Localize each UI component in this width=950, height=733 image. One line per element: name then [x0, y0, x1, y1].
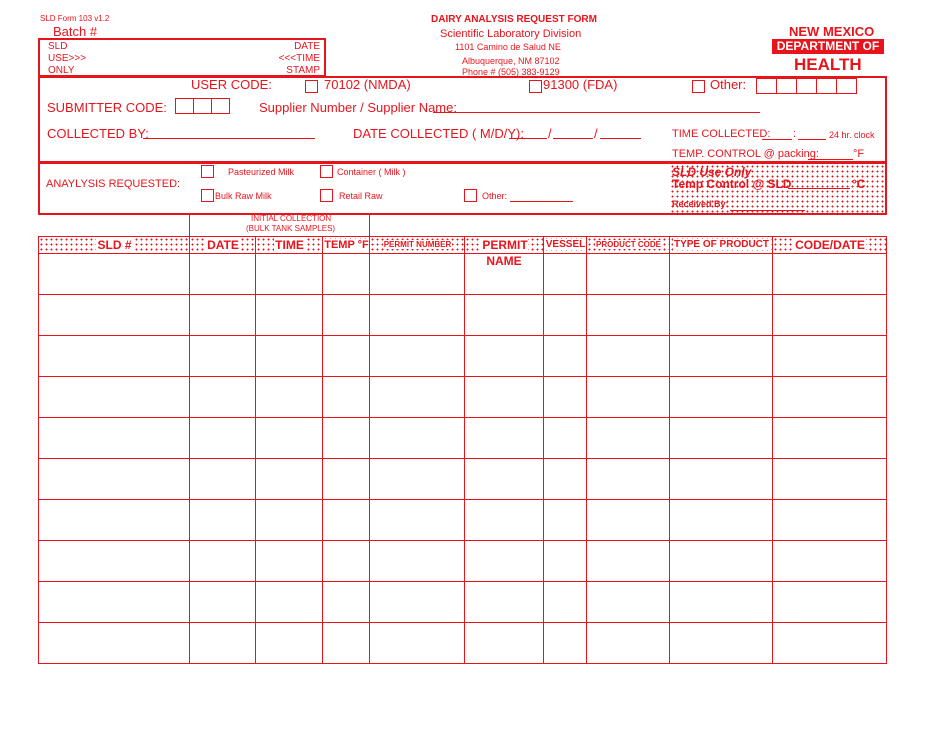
table-cell[interactable] [189, 417, 256, 459]
table-header-label: TYPE OF PRODUCT [673, 239, 769, 250]
table-cell[interactable] [255, 335, 323, 377]
bulk-raw-milk-label: Bulk Raw Milk [215, 191, 272, 201]
table-header-label: CODE/DATE [795, 238, 865, 252]
table-cell[interactable] [543, 458, 587, 500]
table-cell[interactable] [38, 253, 190, 295]
time-minute-input[interactable] [798, 139, 826, 140]
table-cell[interactable] [772, 417, 887, 459]
table-header-label: VESSEL [545, 239, 586, 250]
container-milk-label: Container ( Milk ) [337, 167, 406, 177]
pasteurized-milk-label: Pasteurized Milk [228, 167, 295, 177]
table-cell[interactable] [772, 622, 887, 664]
form-title: DAIRY ANALYSIS REQUEST FORM [431, 14, 597, 25]
submitter-code-label: SUBMITTER CODE: [47, 100, 167, 115]
table-cell[interactable] [543, 622, 587, 664]
agency-line-1: NEW MEXICO [789, 24, 875, 39]
table-cell[interactable] [38, 376, 190, 418]
table-cell[interactable] [369, 417, 465, 459]
table-cell[interactable] [255, 581, 323, 623]
table-cell[interactable] [464, 581, 544, 623]
table-cell[interactable] [322, 417, 370, 459]
table-cell[interactable] [38, 499, 190, 541]
time-colon: : [793, 128, 797, 140]
table-cell[interactable] [464, 540, 544, 582]
retail-raw-checkbox[interactable] [320, 189, 333, 202]
analysis-label: ANAYLYSIS REQUESTED: [46, 178, 181, 190]
table-cell[interactable] [255, 499, 323, 541]
table-cell[interactable] [543, 253, 587, 295]
phone: Phone # (505) 383-9129 [462, 67, 560, 77]
table-header-cell [322, 236, 370, 254]
table-cell[interactable] [255, 376, 323, 418]
supplier-input[interactable] [433, 112, 760, 113]
table-cell[interactable] [189, 294, 256, 336]
table-cell[interactable] [38, 417, 190, 459]
retail-raw-label: Retail Raw [339, 191, 383, 201]
table-cell[interactable] [322, 335, 370, 377]
table-cell[interactable] [543, 417, 587, 459]
table-header-label: PERMIT NAME [482, 238, 528, 268]
supplier-label: Supplier Number / Supplier Name: [259, 100, 457, 115]
table-cell[interactable] [669, 376, 773, 418]
table-cell[interactable] [189, 581, 256, 623]
table-cell[interactable] [586, 540, 670, 582]
table-cell[interactable] [369, 294, 465, 336]
table-cell[interactable] [772, 581, 887, 623]
table-cell[interactable] [669, 622, 773, 664]
submitter-code-input[interactable] [175, 98, 230, 114]
user-code-fda-checkbox[interactable] [529, 80, 542, 93]
table-cell[interactable] [543, 335, 587, 377]
table-cell[interactable] [255, 458, 323, 500]
table-cell[interactable] [669, 335, 773, 377]
table-cell[interactable] [669, 253, 773, 295]
table-header-cell [586, 236, 670, 254]
table-cell[interactable] [255, 294, 323, 336]
table-cell[interactable] [255, 622, 323, 664]
table-cell[interactable] [543, 376, 587, 418]
table-cell[interactable] [464, 376, 544, 418]
stamp-right-1: DATE [294, 41, 320, 52]
table-header-cell [255, 236, 323, 254]
date-slash-2: / [594, 126, 598, 141]
table-header-cell [369, 236, 465, 254]
table-cell[interactable] [464, 253, 544, 295]
date-slash-1: / [548, 126, 552, 141]
table-cell[interactable] [464, 458, 544, 500]
table-cell[interactable] [255, 417, 323, 459]
temp-unit-f: °F [853, 148, 865, 160]
table-cell[interactable] [586, 622, 670, 664]
table-cell[interactable] [669, 294, 773, 336]
table-cell[interactable] [464, 499, 544, 541]
table-cell[interactable] [772, 335, 887, 377]
batch-label: Batch # [53, 24, 98, 39]
table-cell[interactable] [369, 376, 465, 418]
table-cell[interactable] [669, 581, 773, 623]
analysis-other-label: Other: [482, 191, 508, 201]
table-cell[interactable] [543, 499, 587, 541]
time-hour-input[interactable] [762, 139, 792, 140]
table-cell[interactable] [772, 253, 887, 295]
table-header-label: TEMP °F [324, 239, 369, 251]
table-cell[interactable] [189, 499, 256, 541]
table-header-label: DATE [207, 238, 239, 252]
temp-control-label: TEMP. CONTROL @ packing: [672, 148, 819, 160]
received-by-label: Received By: [672, 199, 729, 209]
temp-control-input[interactable] [808, 159, 853, 160]
table-cell[interactable] [38, 458, 190, 500]
container-milk-checkbox[interactable] [320, 165, 333, 178]
sld-use-only-area [670, 164, 885, 213]
table-cell[interactable] [255, 253, 323, 295]
table-cell[interactable] [369, 581, 465, 623]
collected-by-label: COLLECTED BY: [47, 126, 149, 141]
table-cell[interactable] [669, 458, 773, 500]
collected-by-input[interactable] [143, 138, 315, 139]
table-cell[interactable] [464, 294, 544, 336]
table-cell[interactable] [586, 458, 670, 500]
table-cell[interactable] [369, 622, 465, 664]
table-cell[interactable] [586, 253, 670, 295]
table-cell[interactable] [322, 540, 370, 582]
table-cell[interactable] [586, 294, 670, 336]
agency-line-2: DEPARTMENT OF [772, 39, 884, 54]
sld-temp-label: Temp Control @ SLD [672, 177, 792, 191]
table-cell[interactable] [255, 540, 323, 582]
table-cell[interactable] [322, 458, 370, 500]
user-code-nmda-label: 70102 (NMDA) [324, 77, 411, 92]
table-cell[interactable] [38, 294, 190, 336]
table-cell[interactable] [586, 376, 670, 418]
analysis-other-input[interactable] [510, 201, 573, 202]
table-header-cell [669, 236, 773, 254]
table-cell[interactable] [669, 417, 773, 459]
initial-collection-left-rule [189, 215, 190, 237]
date-year-input[interactable] [600, 138, 641, 139]
initial-collection-right-rule [369, 215, 370, 237]
table-cell[interactable] [322, 294, 370, 336]
address-line-1: 1101 Camino de Salud NE [455, 42, 561, 52]
sld-temp-unit: °C [852, 177, 866, 191]
table-cell[interactable] [189, 376, 256, 418]
table-cell[interactable] [38, 622, 190, 664]
table-cell[interactable] [543, 294, 587, 336]
table-cell[interactable] [772, 294, 887, 336]
user-code-fda-label: 91300 (FDA) [543, 77, 618, 92]
date-month-input[interactable] [509, 138, 547, 139]
table-cell[interactable] [189, 622, 256, 664]
user-code-other-label: Other: [710, 77, 747, 92]
initial-collection-line-1: INITIAL COLLECTION [251, 214, 332, 223]
table-cell[interactable] [38, 540, 190, 582]
sample-table [38, 236, 887, 664]
table-cell[interactable] [586, 335, 670, 377]
table-cell[interactable] [369, 335, 465, 377]
analysis-other-checkbox[interactable] [464, 189, 477, 202]
table-cell[interactable] [586, 417, 670, 459]
user-code-label: USER CODE: [191, 77, 272, 92]
table-cell[interactable] [38, 581, 190, 623]
table-cell[interactable] [669, 540, 773, 582]
table-cell[interactable] [38, 335, 190, 377]
date-collected-label: DATE COLLECTED ( M/D/Y): [353, 126, 524, 141]
table-cell[interactable] [586, 499, 670, 541]
table-cell[interactable] [322, 622, 370, 664]
table-header-label: PERMIT NUMBER [383, 240, 452, 249]
table-cell[interactable] [189, 253, 256, 295]
table-cell[interactable] [322, 376, 370, 418]
table-cell[interactable] [189, 458, 256, 500]
user-code-other-checkbox[interactable] [692, 80, 705, 93]
table-cell[interactable] [322, 253, 370, 295]
table-cell[interactable] [322, 499, 370, 541]
stamp-left-2: USE>>> [48, 53, 87, 64]
agency-line-3: HEALTH [794, 55, 862, 74]
pasteurized-milk-checkbox[interactable] [201, 165, 214, 178]
time-collected-label: TIME COLLECTED: [672, 128, 771, 140]
user-code-nmda-checkbox[interactable] [305, 80, 318, 93]
stamp-right-2: <<<TIME [278, 53, 320, 64]
sld-use-title: SLD Use Only [672, 165, 752, 179]
table-cell[interactable] [369, 499, 465, 541]
table-cell[interactable] [189, 540, 256, 582]
table-header-cell [543, 236, 587, 254]
table-cell[interactable] [369, 253, 465, 295]
table-header-cell [38, 236, 190, 254]
date-time-stamp-box[interactable] [38, 38, 326, 77]
time-format-note: 24 hr. clock [829, 130, 875, 140]
stamp-left-1: SLD [48, 41, 68, 52]
form-id: SLD Form 103 v1.2 [40, 14, 110, 23]
stamp-left-3: ONLY [48, 65, 75, 76]
table-cell[interactable] [464, 622, 544, 664]
table-header-label: TIME [275, 238, 304, 252]
division-name: Scientific Laboratory Division [440, 28, 582, 40]
table-cell[interactable] [189, 335, 256, 377]
table-cell[interactable] [369, 540, 465, 582]
table-cell[interactable] [772, 376, 887, 418]
table-cell[interactable] [669, 499, 773, 541]
table-cell[interactable] [464, 335, 544, 377]
table-header-label: PRODUCT CODE [596, 240, 661, 249]
table-cell[interactable] [322, 581, 370, 623]
table-header-label: SLD # [97, 238, 132, 252]
table-header-cell [189, 236, 256, 254]
table-header-cell [464, 236, 544, 268]
initial-collection-line-2: (BULK TANK SAMPLES) [246, 224, 336, 233]
table-cell[interactable] [772, 540, 887, 582]
bulk-raw-milk-checkbox[interactable] [201, 189, 214, 202]
user-code-other-input[interactable] [756, 78, 857, 94]
address-line-2: Albuquerque, NM 87102 [462, 56, 560, 66]
table-cell[interactable] [369, 458, 465, 500]
sld-temp-input[interactable] [788, 188, 850, 189]
stamp-right-3: STAMP [286, 65, 320, 76]
table-header-cell [772, 236, 887, 254]
table-cell[interactable] [464, 417, 544, 459]
received-by-input[interactable] [730, 210, 805, 211]
table-cell[interactable] [543, 540, 587, 582]
date-day-input[interactable] [553, 138, 593, 139]
table-cell[interactable] [586, 581, 670, 623]
table-cell[interactable] [543, 581, 587, 623]
table-cell[interactable] [772, 499, 887, 541]
table-cell[interactable] [772, 458, 887, 500]
